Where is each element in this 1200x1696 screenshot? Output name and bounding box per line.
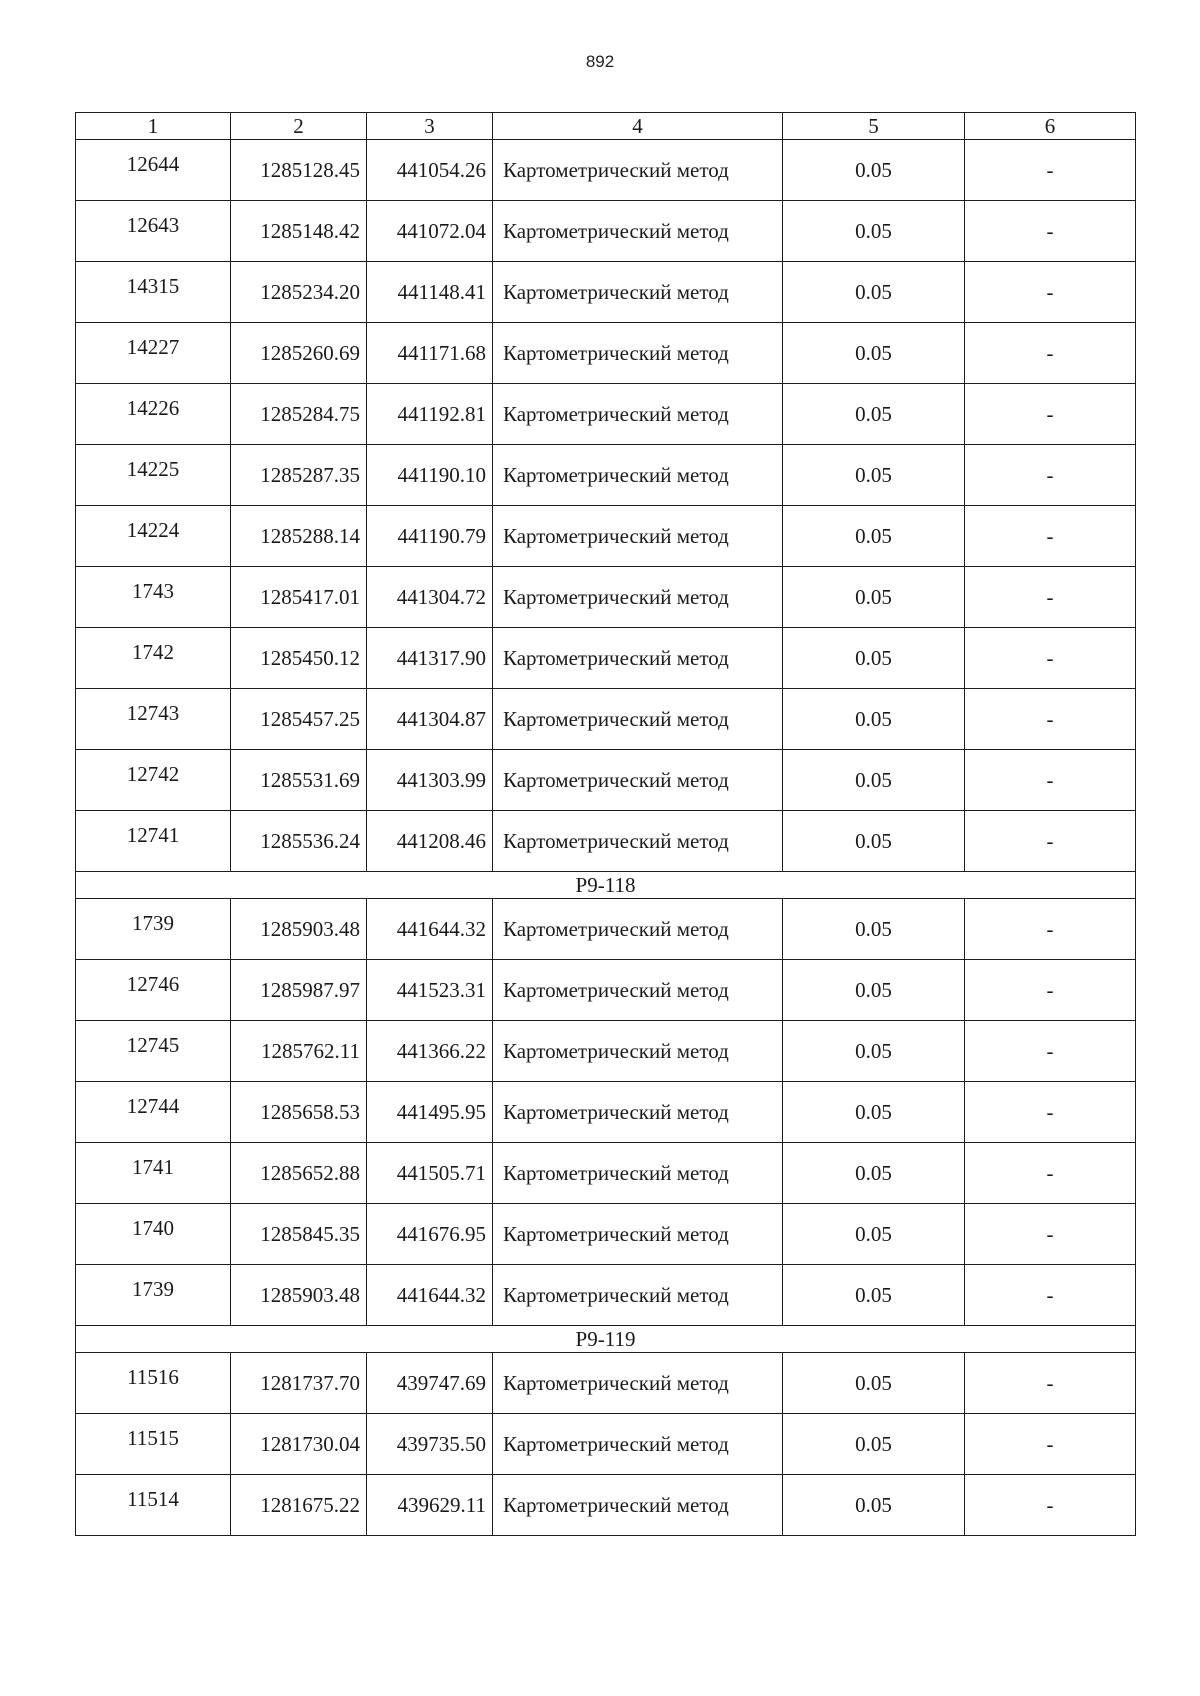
- point-number-cell: 12742: [76, 750, 231, 811]
- table-row: [76, 1475, 1136, 1536]
- method-cell: Картометрический метод: [493, 445, 783, 506]
- accuracy-cell: 0.05: [783, 506, 965, 567]
- method-cell: Картометрический метод: [493, 201, 783, 262]
- table-row: [76, 1021, 1136, 1082]
- x-coordinate-cell: 1281675.22: [231, 1475, 367, 1536]
- table-row: [76, 1143, 1136, 1204]
- table-row: [76, 567, 1136, 628]
- column-header: 2: [231, 113, 367, 140]
- x-coordinate-cell: 1281730.04: [231, 1414, 367, 1475]
- point-number-cell: 1740: [76, 1204, 231, 1265]
- table-row: [76, 750, 1136, 811]
- x-coordinate-cell: 1281737.70: [231, 1353, 367, 1414]
- method-cell: Картометрический метод: [493, 1021, 783, 1082]
- y-coordinate-cell: 441505.71: [367, 1143, 493, 1204]
- accuracy-cell: 0.05: [783, 384, 965, 445]
- point-number-cell: 12745: [76, 1021, 231, 1082]
- y-coordinate-cell: 441171.68: [367, 323, 493, 384]
- description-cell: -: [965, 689, 1136, 750]
- accuracy-cell: 0.05: [783, 1021, 965, 1082]
- method-cell: Картометрический метод: [493, 811, 783, 872]
- x-coordinate-cell: 1285536.24: [231, 811, 367, 872]
- accuracy-cell: 0.05: [783, 1204, 965, 1265]
- table-row: [76, 1265, 1136, 1326]
- point-number-cell: 12643: [76, 201, 231, 262]
- accuracy-cell: 0.05: [783, 689, 965, 750]
- description-cell: -: [965, 1475, 1136, 1536]
- description-cell: -: [965, 1021, 1136, 1082]
- description-cell: -: [965, 1265, 1136, 1326]
- x-coordinate-cell: 1285845.35: [231, 1204, 367, 1265]
- column-header: 6: [965, 113, 1136, 140]
- y-coordinate-cell: 441366.22: [367, 1021, 493, 1082]
- accuracy-cell: 0.05: [783, 140, 965, 201]
- accuracy-cell: 0.05: [783, 1353, 965, 1414]
- description-cell: -: [965, 384, 1136, 445]
- method-cell: Картометрический метод: [493, 1082, 783, 1143]
- description-cell: -: [965, 750, 1136, 811]
- description-cell: -: [965, 445, 1136, 506]
- description-cell: -: [965, 262, 1136, 323]
- description-cell: -: [965, 140, 1136, 201]
- section-title: Р9-119: [76, 1326, 1136, 1353]
- table-row: [76, 1082, 1136, 1143]
- table-row: [76, 628, 1136, 689]
- description-cell: -: [965, 811, 1136, 872]
- point-number-cell: 12743: [76, 689, 231, 750]
- table-row: [76, 201, 1136, 262]
- accuracy-cell: 0.05: [783, 1143, 965, 1204]
- accuracy-cell: 0.05: [783, 567, 965, 628]
- method-cell: Картометрический метод: [493, 323, 783, 384]
- point-number-cell: 11516: [76, 1353, 231, 1414]
- method-cell: Картометрический метод: [493, 384, 783, 445]
- accuracy-cell: 0.05: [783, 811, 965, 872]
- y-coordinate-cell: 441317.90: [367, 628, 493, 689]
- column-header: 3: [367, 113, 493, 140]
- point-number-cell: 1743: [76, 567, 231, 628]
- y-coordinate-cell: 441190.79: [367, 506, 493, 567]
- point-number-cell: 14226: [76, 384, 231, 445]
- accuracy-cell: 0.05: [783, 1414, 965, 1475]
- y-coordinate-cell: 441495.95: [367, 1082, 493, 1143]
- point-number-cell: 12741: [76, 811, 231, 872]
- table-row: [76, 262, 1136, 323]
- table-row: [76, 689, 1136, 750]
- y-coordinate-cell: 441523.31: [367, 960, 493, 1021]
- x-coordinate-cell: 1285260.69: [231, 323, 367, 384]
- table-row: [76, 445, 1136, 506]
- x-coordinate-cell: 1285987.97: [231, 960, 367, 1021]
- method-cell: Картометрический метод: [493, 750, 783, 811]
- table-row: [76, 1414, 1136, 1475]
- table-row: [76, 1353, 1136, 1414]
- accuracy-cell: 0.05: [783, 960, 965, 1021]
- method-cell: Картометрический метод: [493, 960, 783, 1021]
- x-coordinate-cell: 1285288.14: [231, 506, 367, 567]
- description-cell: -: [965, 1414, 1136, 1475]
- table-header-row: [76, 113, 1136, 140]
- x-coordinate-cell: 1285287.35: [231, 445, 367, 506]
- x-coordinate-cell: 1285658.53: [231, 1082, 367, 1143]
- table-row: [76, 960, 1136, 1021]
- description-cell: -: [965, 628, 1136, 689]
- point-number-cell: 1739: [76, 1265, 231, 1326]
- method-cell: Картометрический метод: [493, 1204, 783, 1265]
- section-row: [76, 872, 1136, 899]
- description-cell: -: [965, 1353, 1136, 1414]
- table-row: [76, 1204, 1136, 1265]
- method-cell: Картометрический метод: [493, 1265, 783, 1326]
- method-cell: Картометрический метод: [493, 140, 783, 201]
- section-row: [76, 1326, 1136, 1353]
- table-row: [76, 811, 1136, 872]
- column-header: 1: [76, 113, 231, 140]
- table-body: [76, 140, 1136, 1536]
- method-cell: Картометрический метод: [493, 628, 783, 689]
- description-cell: -: [965, 567, 1136, 628]
- table-row: [76, 323, 1136, 384]
- y-coordinate-cell: 441644.32: [367, 899, 493, 960]
- description-cell: -: [965, 201, 1136, 262]
- method-cell: Картометрический метод: [493, 899, 783, 960]
- point-number-cell: 14225: [76, 445, 231, 506]
- x-coordinate-cell: 1285128.45: [231, 140, 367, 201]
- y-coordinate-cell: 441304.72: [367, 567, 493, 628]
- y-coordinate-cell: 441072.04: [367, 201, 493, 262]
- point-number-cell: 11514: [76, 1475, 231, 1536]
- accuracy-cell: 0.05: [783, 1475, 965, 1536]
- point-number-cell: 12744: [76, 1082, 231, 1143]
- description-cell: -: [965, 899, 1136, 960]
- x-coordinate-cell: 1285903.48: [231, 899, 367, 960]
- y-coordinate-cell: 441054.26: [367, 140, 493, 201]
- y-coordinate-cell: 441303.99: [367, 750, 493, 811]
- x-coordinate-cell: 1285450.12: [231, 628, 367, 689]
- point-number-cell: 11515: [76, 1414, 231, 1475]
- method-cell: Картометрический метод: [493, 1143, 783, 1204]
- column-header: 5: [783, 113, 965, 140]
- accuracy-cell: 0.05: [783, 323, 965, 384]
- method-cell: Картометрический метод: [493, 1475, 783, 1536]
- y-coordinate-cell: 439747.69: [367, 1353, 493, 1414]
- accuracy-cell: 0.05: [783, 262, 965, 323]
- y-coordinate-cell: 441148.41: [367, 262, 493, 323]
- point-number-cell: 14224: [76, 506, 231, 567]
- x-coordinate-cell: 1285652.88: [231, 1143, 367, 1204]
- coordinates-table: [75, 112, 1136, 1536]
- method-cell: Картометрический метод: [493, 506, 783, 567]
- point-number-cell: 1741: [76, 1143, 231, 1204]
- x-coordinate-cell: 1285531.69: [231, 750, 367, 811]
- description-cell: -: [965, 960, 1136, 1021]
- accuracy-cell: 0.05: [783, 899, 965, 960]
- x-coordinate-cell: 1285903.48: [231, 1265, 367, 1326]
- x-coordinate-cell: 1285417.01: [231, 567, 367, 628]
- accuracy-cell: 0.05: [783, 445, 965, 506]
- y-coordinate-cell: 439735.50: [367, 1414, 493, 1475]
- y-coordinate-cell: 441676.95: [367, 1204, 493, 1265]
- description-cell: -: [965, 1082, 1136, 1143]
- y-coordinate-cell: 441304.87: [367, 689, 493, 750]
- method-cell: Картометрический метод: [493, 262, 783, 323]
- accuracy-cell: 0.05: [783, 1082, 965, 1143]
- point-number-cell: 12746: [76, 960, 231, 1021]
- x-coordinate-cell: 1285234.20: [231, 262, 367, 323]
- method-cell: Картометрический метод: [493, 567, 783, 628]
- y-coordinate-cell: 441208.46: [367, 811, 493, 872]
- description-cell: -: [965, 1204, 1136, 1265]
- point-number-cell: 1742: [76, 628, 231, 689]
- y-coordinate-cell: 441190.10: [367, 445, 493, 506]
- method-cell: Картометрический метод: [493, 689, 783, 750]
- y-coordinate-cell: 441192.81: [367, 384, 493, 445]
- y-coordinate-cell: 439629.11: [367, 1475, 493, 1536]
- method-cell: Картометрический метод: [493, 1353, 783, 1414]
- point-number-cell: 1739: [76, 899, 231, 960]
- x-coordinate-cell: 1285148.42: [231, 201, 367, 262]
- table-row: [76, 506, 1136, 567]
- accuracy-cell: 0.05: [783, 201, 965, 262]
- description-cell: -: [965, 323, 1136, 384]
- table-row: [76, 384, 1136, 445]
- accuracy-cell: 0.05: [783, 628, 965, 689]
- table-row: [76, 140, 1136, 201]
- x-coordinate-cell: 1285762.11: [231, 1021, 367, 1082]
- table-row: [76, 899, 1136, 960]
- column-header: 4: [493, 113, 783, 140]
- accuracy-cell: 0.05: [783, 750, 965, 811]
- x-coordinate-cell: 1285457.25: [231, 689, 367, 750]
- x-coordinate-cell: 1285284.75: [231, 384, 367, 445]
- page-number: 892: [585, 52, 615, 71]
- description-cell: -: [965, 1143, 1136, 1204]
- accuracy-cell: 0.05: [783, 1265, 965, 1326]
- point-number-cell: 12644: [76, 140, 231, 201]
- point-number-cell: 14315: [76, 262, 231, 323]
- point-number-cell: 14227: [76, 323, 231, 384]
- description-cell: -: [965, 506, 1136, 567]
- y-coordinate-cell: 441644.32: [367, 1265, 493, 1326]
- section-title: Р9-118: [76, 872, 1136, 899]
- method-cell: Картометрический метод: [493, 1414, 783, 1475]
